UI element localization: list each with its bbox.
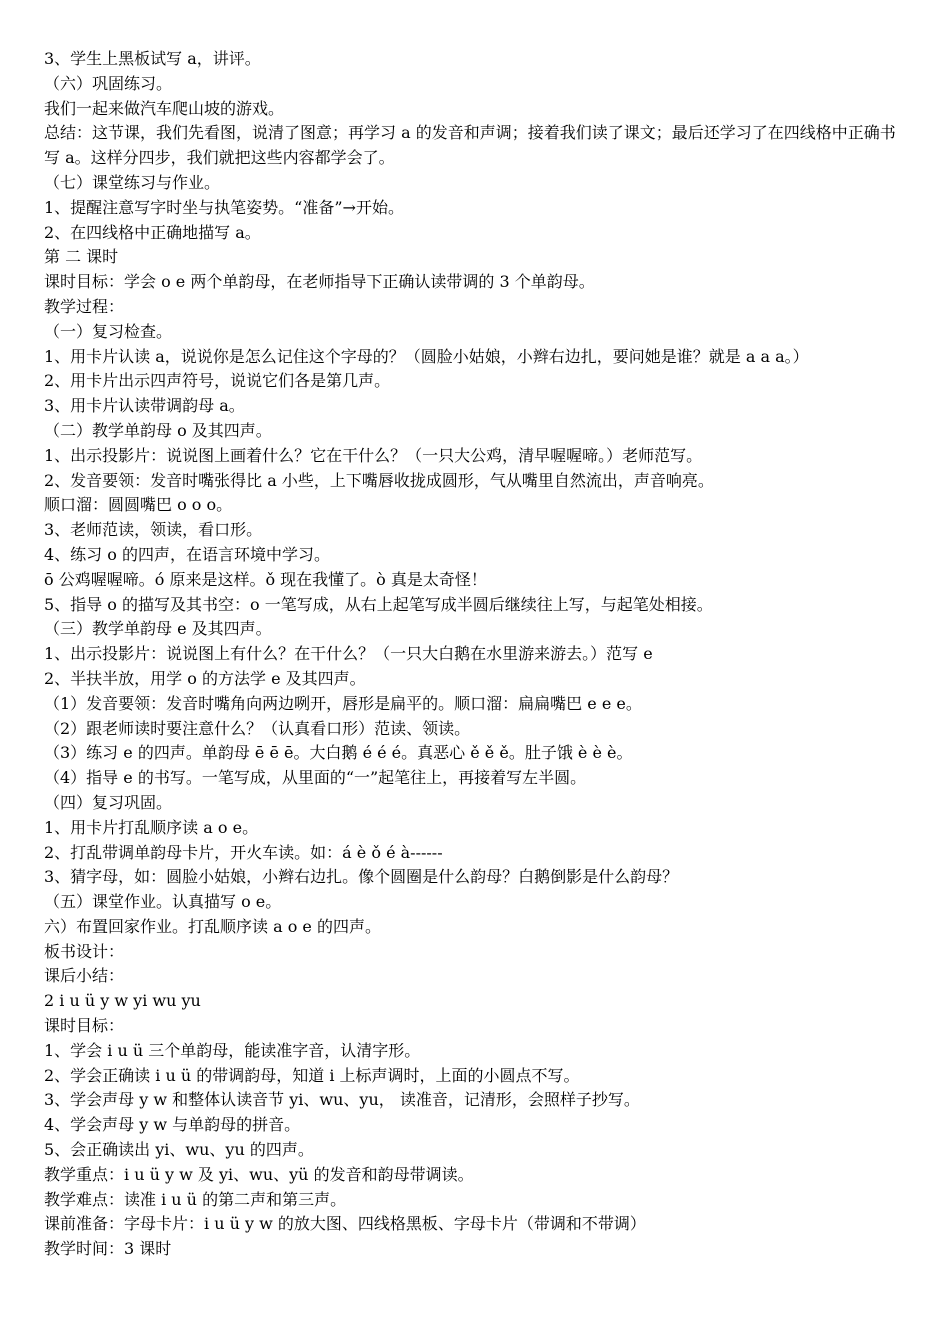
text-line: 顺口溜：圆圆嘴巴 o o o。	[44, 495, 233, 515]
section-heading: （二）教学单韵母 o 及其四声。	[44, 420, 272, 440]
text-line: （3）练习 e 的四声。单韵母 ē ē ē。大白鹅 é é é。真恶心 ě ě ě。肚子饿 è è è。	[44, 743, 633, 763]
text-line: 1、出示投影片：说说图上有什么？在干什么？（一只大白鹅在水里游来游去。）范写 e	[44, 644, 653, 664]
text-line: 1、用卡片打乱顺序读 a o e。	[44, 817, 259, 837]
text-line: （1）发音要领：发音时嘴角向两边咧开，唇形是扁平的。顺口溜：扁扁嘴巴 e e e。	[44, 693, 642, 713]
text-line: 课时目标：	[44, 1016, 125, 1036]
text-line: 六）布置回家作业。打乱顺序读 a o e 的四声。	[44, 916, 381, 936]
text-line: （4）指导 e 的书写。一笔写成，从里面的“一”起笔往上，再接着写左半圆。	[44, 768, 587, 788]
section-heading: （一）复习检查。	[44, 321, 173, 341]
text-line: 2、用卡片出示四声符号，说说它们各是第几声。	[44, 371, 391, 391]
text-line: 3、学会声母 y w 和整体认读音节 yi、wu、yu， 读准音，记清形，会照样子抄写。	[44, 1090, 640, 1110]
section-heading: （六）巩固练习。	[44, 73, 173, 93]
text-line: 2、在四线格中正确地描写 a。	[44, 222, 261, 242]
text-line: 1、出示投影片：说说图上画着什么？它在干什么？（一只大公鸡，清早喔喔啼。）老师范写。	[44, 445, 703, 465]
text-line: 1、提醒注意写字时坐与执笔姿势。“准备”→开始。	[44, 197, 404, 217]
document-page	[44, 47, 906, 1262]
text-line: 3、用卡片认读带调韵母 a。	[44, 396, 245, 416]
text-line: 3、学生上黑板试写 a，讲评。	[44, 49, 261, 68]
section-heading: （七）课堂练习与作业。	[44, 172, 221, 192]
text-line: 2、发音要领：发音时嘴张得比 a 小些，上下嘴唇收拢成圆形，气从嘴里自然流出，声音响亮。	[44, 470, 714, 490]
text-line: 5、指导 o 的描写及其书空：o 一笔写成，从右上起笔写成半圆后继续往上写，与起笔处相接。	[44, 594, 713, 614]
text-line: ō 公鸡喔喔啼。ó 原来是这样。ǒ 现在我懂了。ò 真是太奇怪！	[44, 569, 487, 589]
text-line: 4、学会声母 y w 与单韵母的拼音。	[44, 1115, 301, 1135]
text-line: 课前准备：字母卡片：i u ü y w 的放大图、四线格黑板、字母卡片（带调和不带调）	[44, 1214, 646, 1234]
section-heading: （三）教学单韵母 e 及其四声。	[44, 619, 272, 639]
text-line: （五）课堂作业。认真描写 o e。	[44, 892, 282, 912]
text-line: 教学时间：3 课时	[44, 1239, 172, 1259]
text-line: 2、打乱带调单韵母卡片，开火车读。如：á è ǒ é à------	[44, 842, 443, 862]
lesson-heading: 第 二 课时	[44, 247, 119, 267]
text-line: 教学重点：i u ü y w 及 yi、wu、yü 的发音和韵母带调读。	[44, 1164, 474, 1184]
text-line: 5、会正确读出 yi、wu、yu 的四声。	[44, 1140, 314, 1160]
text-line: 3、猜字母，如：圆脸小姑娘，小辫右边扎。像个圆圈是什么韵母？白鹅倒影是什么韵母？	[44, 867, 679, 887]
text-line: 教学过程：	[44, 296, 125, 316]
summary-paragraph: 总结：这节课，我们先看图，说清了图意；再学习 a 的发音和声调；接着我们读了课文；最后还学习了在四线格中正确书写 a。这样分四步，我们就把这些内容都学会了。	[44, 123, 896, 168]
text-paragraph: 1、用卡片认读 a，说说你是怎么记住这个字母的？（圆脸小姑娘，小辫右边扎，要问她是谁？就是 a a a。）	[44, 346, 809, 366]
text-line: （2）跟老师读时要注意什么？（认真看口形）范读、领读。	[44, 718, 471, 738]
text-line: 板书设计：	[44, 941, 125, 961]
text-line: 2、半扶半放，用学 o 的方法学 e 及其四声。	[44, 668, 366, 688]
text-line: 2、学会正确读 i u ü 的带调韵母，知道 i 上标声调时，上面的小圆点不写。	[44, 1065, 580, 1085]
text-line: 课时目标：学会 o e 两个单韵母，在老师指导下正确认读带调的 3 个单韵母。	[44, 272, 595, 292]
section-heading: （四）复习巩固。	[44, 792, 173, 812]
text-line: 4、练习 o 的四声，在语言环境中学习。	[44, 544, 330, 564]
text-line: 课后小结：	[44, 966, 125, 986]
lesson-heading: 2 i u ü y w yi wu yu	[44, 991, 201, 1011]
text-line: 我们一起来做汽车爬山坡的游戏。	[44, 98, 285, 118]
text-line: 1、学会 i u ü 三个单韵母，能读准字音，认清字形。	[44, 1040, 421, 1060]
text-line: 3、老师范读，领读，看口形。	[44, 520, 263, 540]
text-line: 教学难点：读准 i u ü 的第二声和第三声。	[44, 1189, 347, 1209]
